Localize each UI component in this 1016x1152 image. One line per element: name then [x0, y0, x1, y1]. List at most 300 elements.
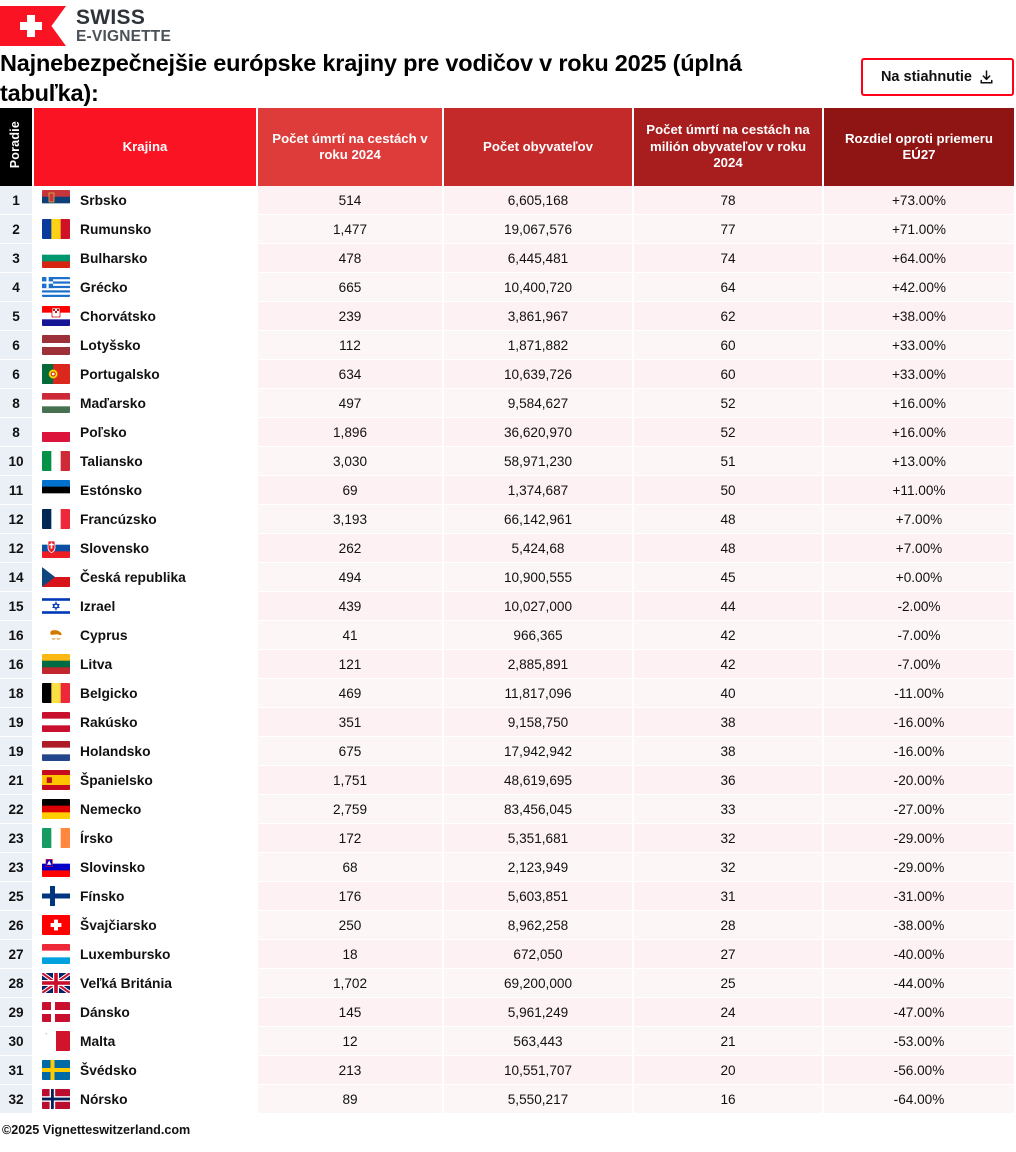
cell-rank: 18 — [0, 679, 34, 708]
cell-country — [34, 563, 258, 592]
cell-country — [34, 969, 258, 998]
cell-per-million: 60 — [634, 360, 824, 389]
cell-difference: +73.00% — [824, 186, 1016, 215]
cell-country — [34, 708, 258, 737]
cell-population: 58,971,230 — [444, 447, 634, 476]
cell-per-million: 42 — [634, 621, 824, 650]
cell-country — [34, 186, 258, 215]
cell-population: 10,400,720 — [444, 273, 634, 302]
cell-population: 11,817,096 — [444, 679, 634, 708]
cell-country — [34, 476, 258, 505]
cell-population: 563,443 — [444, 1027, 634, 1056]
cell-deaths: 494 — [258, 563, 444, 592]
cell-difference: -53.00% — [824, 1027, 1016, 1056]
cell-per-million: 48 — [634, 534, 824, 563]
country-name: Veľká Británia — [80, 975, 172, 991]
flag-icon-de — [42, 799, 70, 819]
cell-population: 5,603,851 — [444, 882, 634, 911]
cell-per-million: 45 — [634, 563, 824, 592]
cell-population: 5,550,217 — [444, 1085, 634, 1114]
cell-per-million: 32 — [634, 853, 824, 882]
cell-deaths: 145 — [258, 998, 444, 1027]
cell-country — [34, 215, 258, 244]
table-row — [0, 360, 1016, 389]
cell-difference: +0.00% — [824, 563, 1016, 592]
cell-country — [34, 1027, 258, 1056]
cell-difference: -38.00% — [824, 911, 1016, 940]
cell-population: 10,639,726 — [444, 360, 634, 389]
table-row — [0, 795, 1016, 824]
flag-icon-ie — [42, 828, 70, 848]
cell-rank: 22 — [0, 795, 34, 824]
cell-per-million: 44 — [634, 592, 824, 621]
cell-population: 5,351,681 — [444, 824, 634, 853]
country-name: Bulharsko — [80, 250, 148, 266]
cell-per-million: 25 — [634, 969, 824, 998]
cell-rank: 27 — [0, 940, 34, 969]
country-name: Rumunsko — [80, 221, 152, 237]
cell-country — [34, 273, 258, 302]
flag-icon-ro — [42, 219, 70, 239]
cell-rank: 6 — [0, 331, 34, 360]
country-name: Rakúsko — [80, 714, 138, 730]
cell-country — [34, 418, 258, 447]
flag-icon-sk — [42, 538, 70, 558]
cell-population: 1,374,687 — [444, 476, 634, 505]
flag-icon-si — [42, 857, 70, 877]
cell-difference: -29.00% — [824, 853, 1016, 882]
flag-icon-lv — [42, 335, 70, 355]
cell-per-million: 24 — [634, 998, 824, 1027]
cell-deaths: 1,702 — [258, 969, 444, 998]
flag-icon-be — [42, 683, 70, 703]
swiss-flag-icon — [0, 6, 66, 46]
cell-population: 672,050 — [444, 940, 634, 969]
cell-difference: -31.00% — [824, 882, 1016, 911]
table-row — [0, 882, 1016, 911]
flag-icon-nl — [42, 741, 70, 761]
cell-per-million: 78 — [634, 186, 824, 215]
flag-icon-gr — [42, 277, 70, 297]
flag-icon-lu — [42, 944, 70, 964]
table-row — [0, 621, 1016, 650]
column-header-country: Krajina — [34, 108, 258, 186]
cell-population: 966,365 — [444, 621, 634, 650]
table-row — [0, 911, 1016, 940]
cell-deaths: 112 — [258, 331, 444, 360]
download-button-label: Na stiahnutie — [880, 69, 972, 85]
cell-difference: +7.00% — [824, 534, 1016, 563]
cell-country — [34, 1085, 258, 1114]
cell-country — [34, 882, 258, 911]
cell-difference: -56.00% — [824, 1056, 1016, 1085]
table-row — [0, 1027, 1016, 1056]
table-head — [0, 108, 1016, 186]
cell-difference: +38.00% — [824, 302, 1016, 331]
cell-deaths: 176 — [258, 882, 444, 911]
cell-rank: 28 — [0, 969, 34, 998]
cell-country — [34, 621, 258, 650]
country-name: Luxembursko — [80, 946, 171, 962]
road-safety-table — [0, 108, 1016, 1114]
cell-difference: +13.00% — [824, 447, 1016, 476]
cell-per-million: 48 — [634, 505, 824, 534]
cell-rank: 21 — [0, 766, 34, 795]
country-name: Grécko — [80, 279, 128, 295]
country-name: Lotyšsko — [80, 337, 141, 353]
flag-icon-pt — [42, 364, 70, 384]
table-body — [0, 186, 1016, 1114]
cell-per-million: 77 — [634, 215, 824, 244]
country-name: Chorvátsko — [80, 308, 156, 324]
cell-per-million: 62 — [634, 302, 824, 331]
download-button[interactable] — [861, 58, 1014, 96]
cell-population: 3,861,967 — [444, 302, 634, 331]
table-row — [0, 331, 1016, 360]
cell-deaths: 469 — [258, 679, 444, 708]
cell-deaths: 439 — [258, 592, 444, 621]
country-name: Izrael — [80, 598, 116, 614]
cell-difference: -20.00% — [824, 766, 1016, 795]
cell-population: 8,962,258 — [444, 911, 634, 940]
cell-difference: -7.00% — [824, 621, 1016, 650]
flag-icon-lt — [42, 654, 70, 674]
cell-deaths: 3,030 — [258, 447, 444, 476]
cell-deaths: 675 — [258, 737, 444, 766]
cell-rank: 3 — [0, 244, 34, 273]
table-row — [0, 940, 1016, 969]
cell-country — [34, 737, 258, 766]
country-name: Belgicko — [80, 685, 138, 701]
flag-icon-hu — [42, 393, 70, 413]
cell-deaths: 478 — [258, 244, 444, 273]
cell-country — [34, 360, 258, 389]
country-name: Írsko — [80, 830, 113, 846]
flag-icon-dk — [42, 1002, 70, 1022]
cell-country — [34, 650, 258, 679]
cell-country — [34, 592, 258, 621]
cell-deaths: 2,759 — [258, 795, 444, 824]
cell-per-million: 52 — [634, 418, 824, 447]
flag-icon-it — [42, 451, 70, 471]
cell-difference: +71.00% — [824, 215, 1016, 244]
flag-icon-at — [42, 712, 70, 732]
cell-country — [34, 795, 258, 824]
flag-icon-cz — [42, 567, 70, 587]
cell-per-million: 16 — [634, 1085, 824, 1114]
flag-icon-cy — [42, 625, 70, 645]
flag-icon-bg — [42, 248, 70, 268]
cell-per-million: 52 — [634, 389, 824, 418]
column-header-difference: Rozdiel oproti priemeru EÚ27 — [824, 108, 1016, 186]
brand-line-one: SWISS — [76, 6, 146, 30]
cell-difference: -2.00% — [824, 592, 1016, 621]
cell-difference: +11.00% — [824, 476, 1016, 505]
table-row — [0, 244, 1016, 273]
cell-difference: -27.00% — [824, 795, 1016, 824]
country-name: Španielsko — [80, 772, 153, 788]
download-icon — [979, 70, 994, 85]
cell-deaths: 69 — [258, 476, 444, 505]
cell-rank: 32 — [0, 1085, 34, 1114]
cell-per-million: 60 — [634, 331, 824, 360]
cell-per-million: 36 — [634, 766, 824, 795]
table-row — [0, 215, 1016, 244]
table-row — [0, 969, 1016, 998]
cell-population: 10,027,000 — [444, 592, 634, 621]
cell-rank: 16 — [0, 650, 34, 679]
cell-population: 9,158,750 — [444, 708, 634, 737]
cell-deaths: 665 — [258, 273, 444, 302]
cell-deaths: 41 — [258, 621, 444, 650]
cell-population: 5,961,249 — [444, 998, 634, 1027]
column-header-rank: Poradie — [0, 108, 34, 186]
cell-rank: 14 — [0, 563, 34, 592]
table-row — [0, 708, 1016, 737]
flag-icon-ee — [42, 480, 70, 500]
country-name: Cyprus — [80, 627, 128, 643]
country-name: Holandsko — [80, 743, 151, 759]
column-header-population: Počet obyvateľov — [444, 108, 634, 186]
cell-population: 69,200,000 — [444, 969, 634, 998]
cell-population: 9,584,627 — [444, 389, 634, 418]
country-name: Švajčiarsko — [80, 917, 157, 933]
cell-deaths: 514 — [258, 186, 444, 215]
country-name: Estónsko — [80, 482, 143, 498]
footer-copyright: ©2025 Vignetteswitzerland.com — [2, 1123, 191, 1137]
table-row — [0, 389, 1016, 418]
cell-population: 10,900,555 — [444, 563, 634, 592]
title-row — [0, 46, 1016, 108]
cell-population: 1,871,882 — [444, 331, 634, 360]
flag-icon-hr — [42, 306, 70, 326]
cell-difference: -7.00% — [824, 650, 1016, 679]
cell-population: 19,067,576 — [444, 215, 634, 244]
cell-per-million: 21 — [634, 1027, 824, 1056]
cell-country — [34, 331, 258, 360]
cell-difference: +42.00% — [824, 273, 1016, 302]
table-row — [0, 447, 1016, 476]
flag-icon-mt — [42, 1031, 70, 1051]
cell-country — [34, 766, 258, 795]
column-header-per-million: Počet úmrtí na cestách na milión obyvateľov v roku 2024 — [634, 108, 824, 186]
table-row — [0, 737, 1016, 766]
cell-country — [34, 534, 258, 563]
cell-country — [34, 389, 258, 418]
cell-rank: 4 — [0, 273, 34, 302]
country-name: Srbsko — [80, 192, 127, 208]
country-name: Poľsko — [80, 424, 127, 440]
cell-deaths: 497 — [258, 389, 444, 418]
cell-country — [34, 940, 258, 969]
table-row — [0, 679, 1016, 708]
cell-per-million: 38 — [634, 708, 824, 737]
cell-deaths: 172 — [258, 824, 444, 853]
flag-icon-fi — [42, 886, 70, 906]
brand-wordmark — [76, 7, 171, 44]
cell-difference: -11.00% — [824, 679, 1016, 708]
country-name: Portugalsko — [80, 366, 160, 382]
cell-deaths: 121 — [258, 650, 444, 679]
cell-difference: +33.00% — [824, 360, 1016, 389]
country-name: Nórsko — [80, 1091, 128, 1107]
table-row — [0, 592, 1016, 621]
cell-population: 66,142,961 — [444, 505, 634, 534]
page-title: Najnebezpečnejšie európske krajiny pre vodičov v roku 2025 (úplná tabuľka): — [0, 50, 742, 107]
country-name: Nemecko — [80, 801, 142, 817]
cell-per-million: 31 — [634, 882, 824, 911]
flag-icon-pl — [42, 422, 70, 442]
flag-icon-gb — [42, 973, 70, 993]
table-row — [0, 1056, 1016, 1085]
cell-country — [34, 447, 258, 476]
table-row — [0, 418, 1016, 447]
cell-per-million: 40 — [634, 679, 824, 708]
cell-rank: 5 — [0, 302, 34, 331]
flag-icon-rs — [42, 190, 70, 210]
cell-population: 2,123,949 — [444, 853, 634, 882]
cell-difference: +7.00% — [824, 505, 1016, 534]
flag-icon-se — [42, 1060, 70, 1080]
cell-population: 48,619,695 — [444, 766, 634, 795]
country-name: Maďarsko — [80, 395, 146, 411]
cell-rank: 12 — [0, 505, 34, 534]
cell-deaths: 250 — [258, 911, 444, 940]
country-name: Dánsko — [80, 1004, 130, 1020]
brand-line-two: E-VIGNETTE — [76, 27, 172, 45]
cell-per-million: 51 — [634, 447, 824, 476]
cell-country — [34, 998, 258, 1027]
cell-deaths: 239 — [258, 302, 444, 331]
cell-population: 6,605,168 — [444, 186, 634, 215]
table-row — [0, 766, 1016, 795]
cell-rank: 29 — [0, 998, 34, 1027]
cell-difference: -64.00% — [824, 1085, 1016, 1114]
flag-icon-no — [42, 1089, 70, 1109]
cell-rank: 30 — [0, 1027, 34, 1056]
country-name: Česká republika — [80, 569, 186, 585]
cell-population: 6,445,481 — [444, 244, 634, 273]
cell-deaths: 12 — [258, 1027, 444, 1056]
country-name: Taliansko — [80, 453, 143, 469]
cell-deaths: 18 — [258, 940, 444, 969]
cell-rank: 15 — [0, 592, 34, 621]
cell-rank: 11 — [0, 476, 34, 505]
cell-rank: 25 — [0, 882, 34, 911]
cell-per-million: 64 — [634, 273, 824, 302]
cell-population: 2,885,891 — [444, 650, 634, 679]
cell-country — [34, 505, 258, 534]
cell-difference: +16.00% — [824, 418, 1016, 447]
cell-rank: 8 — [0, 418, 34, 447]
cell-country — [34, 824, 258, 853]
table-row — [0, 650, 1016, 679]
cell-difference: +64.00% — [824, 244, 1016, 273]
cell-rank: 16 — [0, 621, 34, 650]
cell-per-million: 20 — [634, 1056, 824, 1085]
column-header-deaths: Počet úmrtí na cestách v roku 2024 — [258, 108, 444, 186]
table-row — [0, 853, 1016, 882]
cell-rank: 23 — [0, 853, 34, 882]
flag-icon-fr — [42, 509, 70, 529]
brand-header — [0, 0, 1016, 46]
cell-rank: 31 — [0, 1056, 34, 1085]
cell-country — [34, 302, 258, 331]
cell-country — [34, 911, 258, 940]
table-row — [0, 1085, 1016, 1114]
cell-rank: 10 — [0, 447, 34, 476]
cell-country — [34, 1056, 258, 1085]
cell-per-million: 28 — [634, 911, 824, 940]
country-name: Francúzsko — [80, 511, 157, 527]
flag-icon-es — [42, 770, 70, 790]
cell-population: 36,620,970 — [444, 418, 634, 447]
cell-difference: -44.00% — [824, 969, 1016, 998]
cell-rank: 1 — [0, 186, 34, 215]
cell-deaths: 262 — [258, 534, 444, 563]
cell-per-million: 74 — [634, 244, 824, 273]
cell-population: 5,424,68 — [444, 534, 634, 563]
cell-deaths: 213 — [258, 1056, 444, 1085]
cell-difference: +16.00% — [824, 389, 1016, 418]
cell-deaths: 1,751 — [258, 766, 444, 795]
table-row — [0, 534, 1016, 563]
cell-deaths: 68 — [258, 853, 444, 882]
cell-difference: -40.00% — [824, 940, 1016, 969]
cell-per-million: 27 — [634, 940, 824, 969]
cell-rank: 19 — [0, 708, 34, 737]
cell-difference: -16.00% — [824, 737, 1016, 766]
cell-deaths: 634 — [258, 360, 444, 389]
cell-per-million: 33 — [634, 795, 824, 824]
table-row — [0, 302, 1016, 331]
table-row — [0, 563, 1016, 592]
table-row — [0, 186, 1016, 215]
flag-icon-il — [42, 596, 70, 616]
cell-difference: -29.00% — [824, 824, 1016, 853]
cell-deaths: 1,896 — [258, 418, 444, 447]
cell-population: 17,942,942 — [444, 737, 634, 766]
cell-rank: 23 — [0, 824, 34, 853]
cell-rank: 8 — [0, 389, 34, 418]
cell-deaths: 89 — [258, 1085, 444, 1114]
cell-rank: 2 — [0, 215, 34, 244]
cell-population: 83,456,045 — [444, 795, 634, 824]
cell-rank: 12 — [0, 534, 34, 563]
cell-deaths: 1,477 — [258, 215, 444, 244]
table-row — [0, 273, 1016, 302]
country-name: Fínsko — [80, 888, 125, 904]
cell-deaths: 3,193 — [258, 505, 444, 534]
table-header-row — [0, 108, 1016, 186]
cell-per-million: 50 — [634, 476, 824, 505]
country-name: Slovinsko — [80, 859, 146, 875]
cell-difference: +33.00% — [824, 331, 1016, 360]
cell-country — [34, 679, 258, 708]
cell-population: 10,551,707 — [444, 1056, 634, 1085]
cell-per-million: 42 — [634, 650, 824, 679]
cell-per-million: 32 — [634, 824, 824, 853]
table-row — [0, 505, 1016, 534]
cell-difference: -16.00% — [824, 708, 1016, 737]
country-name: Malta — [80, 1033, 116, 1049]
country-name: Švédsko — [80, 1062, 137, 1078]
country-name: Litva — [80, 656, 113, 672]
cell-rank: 19 — [0, 737, 34, 766]
cell-per-million: 38 — [634, 737, 824, 766]
cell-difference: -47.00% — [824, 998, 1016, 1027]
cell-deaths: 351 — [258, 708, 444, 737]
